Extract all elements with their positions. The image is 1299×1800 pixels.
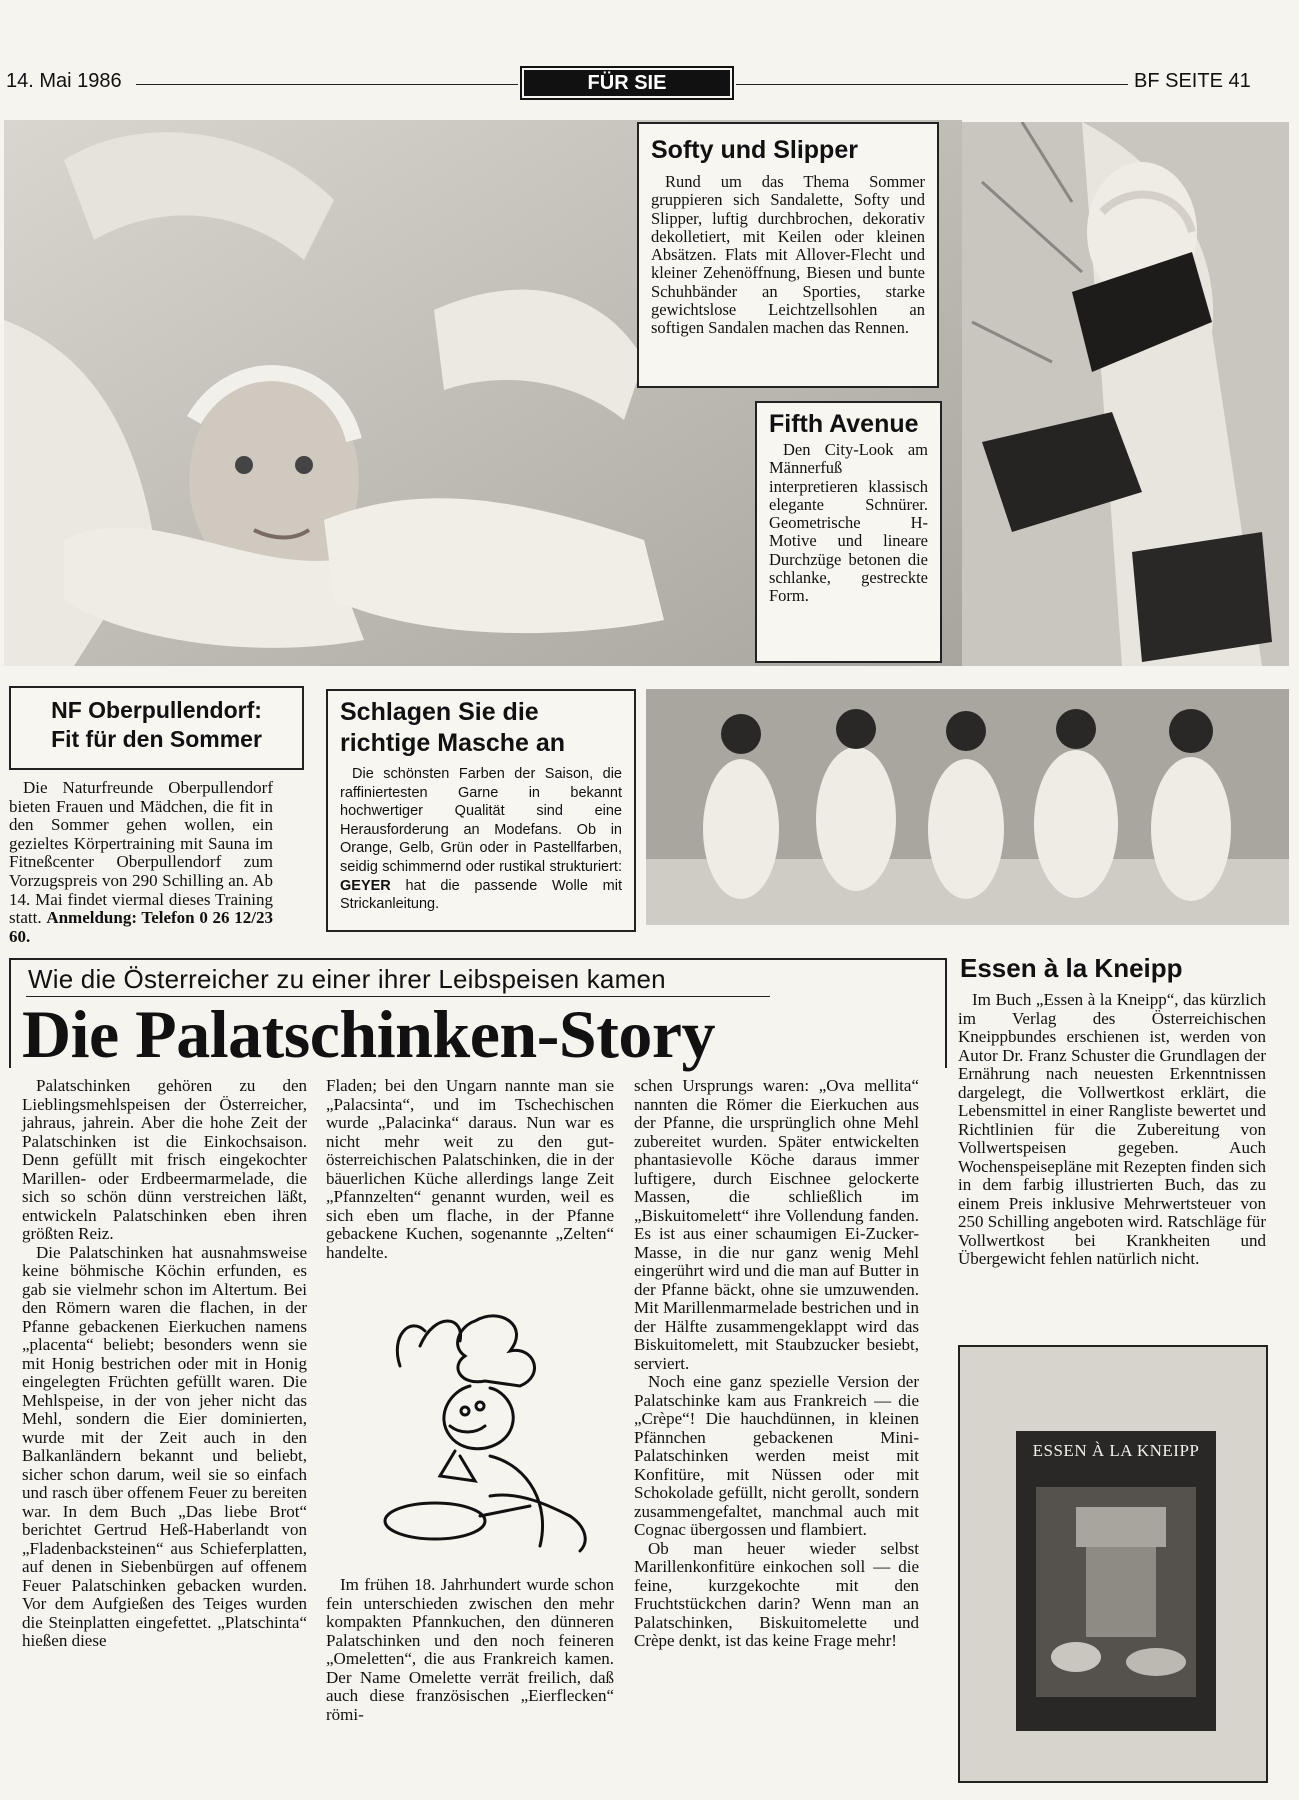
softy-text: Rund um das Thema Sommer gruppieren sich Sandalette, Softy und Slipper, luftig durchbrochen, dekorativ dekolletiert, mit Keilen oder kleinen Absätzen. Flats mit Allover-Flecht und kleiner Zehenöffnung, Biesen und bunte Schuhbänder an Sporties, starke gewichtslose Leichtzellsohlen an softigen Sandalen machen das Rennen. [651, 172, 925, 338]
photo-loafers-model [962, 122, 1289, 666]
book-cover [1016, 1431, 1216, 1731]
fifth-avenue-text: Den City-Look am Männerfuß interpretieren klassisch elegante Schnürer. Geometrische H-Motive und lineare Durchzüge betonen die schlanke, gestreckte Form. [769, 440, 928, 606]
photo-book-cover [958, 1345, 1268, 1783]
masche-brand: GEYER [340, 877, 391, 894]
nf-title-line2: Fit für den Sommer [51, 726, 262, 752]
story-col1-p1: Palatschinken gehören zu den Lieblingsmehlspeisen der Österreicher, jahraus, jahrein. Aber die hohe Zeit der Palatschinken ist die Einkochsaison. Denn gefüllt mit frisch eingekochter Marillen- oder Erdbeermarmelade, die sich so schön dünn verstreichen läßt, entwickeln Palatschinken eben ihren größten Reiz. [22, 1076, 307, 1243]
section-label [520, 66, 734, 100]
nf-text [9, 779, 273, 946]
photo-knitwear-group [646, 689, 1289, 925]
masche-text-end: hat die passende Wolle mit Strickanleitung. [340, 877, 622, 913]
section-label-inner: FÜR SIE [524, 70, 730, 96]
story-headline: Die Palatschinken-Story [22, 996, 716, 1072]
header-rule-left [136, 84, 518, 85]
kneipp-text [958, 991, 1266, 1269]
masche-box [326, 689, 636, 932]
kneipp-body: Im Buch „Essen à la Kneipp“, das kürzlich im Verlag des Österreichischen Kneippbundes erschienen ist, werden von Autor Dr. Franz Schuster die Grundlagen der Ernährung nach neuesten Erkenntnissen dargelegt, die Vollwertkost erklärt, die Lebensmittel in einer Rangliste bewertet und Richtlinien für die Zubereitung von Vollwertspeisen gegeben. Auch Wochenspeisepläne mit Rezepten finden sich in dem farbig illustrierten Buch, das zu einem Preis inklusive Mehrwertsteuer von 250 Schilling angeboten wird. Ratschläge für Vollwertkost bei Krankheiten und Übergewicht fehlen natürlich nicht. [958, 990, 1266, 1268]
nf-registration: Anmeldung: Telefon 0 26 12/23 60. [9, 908, 273, 946]
story-col3-p1: schen Ursprungs waren: „Ova mellita“ nannten die Römer die Eierkuchen aus der Pfanne, die ursprünglich ohne Mehl zubereitet wurden. Später entwickelten phantasievolle Köche daraus immer luftigere, durch Eischnee gelockerte Massen, die schließlich im „Biskuitomelett“ ihre Vollendung fanden. Es ist aus einer schaumigen Ei-Zucker-Masse, in die nur ganz wenig Mehl eingerührt wird und die man auf Butter in der Pfanne bäckt, ohne sie umzuwenden. Mit Marillenmarmelade bestrichen und in der Hälfte zusammengeklappt wird das Biskuitomelett, mit Staubzucker besiebt, serviert. [634, 1076, 919, 1373]
story-col3-p3: Ob man heuer wieder selbst Marillenkonfitüre einkochen soll — die feine, kurzgekochte mit den Fruchtstückchen darin? Wenn man an Palatschinken, Biskuitomelette und Crèpe denkt, ist das keine Frage mehr! [634, 1538, 919, 1650]
story-kicker: Wie die Österreicher zu einer ihrer Leibspeisen kamen [28, 964, 666, 994]
nf-title-box [9, 686, 304, 770]
photo-knitwear-illustration [646, 689, 1289, 925]
chef-cartoon-drawing [380, 1306, 610, 1556]
photo-loafers-illustration [962, 122, 1289, 666]
story-column-2 [326, 1077, 614, 1262]
story-col1-p2: Die Palatschinken hat ausnahmsweise keine böhmische Köchin erfunden, es gab sie vielmehr schon im Altertum. Bei den Römern waren die flachen, in der Pfanne gebackenen Eierkuchen namens „placenta“ beliebt; besonders wenn sie mit Honig bestrichen oder mit in Honig eingelegten Früchten gefüllt waren. Die Mehlspeise, in der von jeher nicht das Mehl, sondern die Eier dominierten, wurde mit der Zeit auch in den Balkanländern bekannt und beliebt, sicher schon darum, weil sie so einfach und rasch über offenem Feuer zu bereiten war. In dem Buch „Das liebe Brot“ berichtet Gertrud Heß-Haberlandt von „Fladenbacksteinen“ aus Schieferplatten, auf denen in Siebenbürgen auf offenem Feuer Palatschinken gebacken wurden. Vor dem Aufgießen des Teiges wurden die Steinplatten eingefettet. „Platschinta“ hießen diese [22, 1242, 307, 1650]
header-page: BF SEITE 41 [1134, 70, 1251, 92]
story-column-1 [22, 1077, 307, 1651]
story-col2-bottom: Im frühen 18. Jahrhundert wurde schon fein unterschieden zwischen den mehr kompakten Pfannkuchen, den dünneren Palatschinken und den noch feineren „Omeletten“, die aus Frankreich kamen. Der Name Omelette verrät freilich, daß auch diese französischen „Eierflecken“ römi- [326, 1575, 614, 1724]
book-cover-artwork [1016, 1467, 1216, 1727]
book-cover-title: ESSEN À LA KNEIPP [1032, 1441, 1200, 1460]
header-date: 14. Mai 1986 [6, 70, 122, 92]
story-column-2-bottom [326, 1576, 614, 1724]
header-rule-right [736, 84, 1128, 85]
nf-body: Die Naturfreunde Oberpullendorf bieten Frauen und Mädchen, die fit in den Sommer gehen wollen, ein gezieltes Körpertraining mit Sauna im Fitneßcenter Oberpullendorf zum Vorzugspreis von 290 Schilling an. Ab 14. Mai findet viermal dieses Training statt. [9, 778, 273, 928]
masche-text: Die schönsten Farben der Saison, die raffiniertesten Garne in bekannt hochwertiger Qualität sind eine Herausforderung an Modefans. Ob in Orange, Gelb, Grün oder in Pastellfarben, seidig schimmernd oder rustikal strukturiert: [340, 766, 622, 875]
chef-cartoon [380, 1306, 610, 1556]
kneipp-title: Essen à la Kneipp [960, 953, 1183, 983]
masche-title: Schlagen Sie die richtige Masche an [340, 698, 566, 757]
nf-title-line1: NF Oberpullendorf: [51, 697, 262, 723]
fifth-avenue-title: Fifth Avenue [769, 410, 919, 438]
story-col2-top: Fladen; bei den Ungarn nannte man sie „Palacsinta“, und im Tschechischen wurde „Palacinka“ daraus. Nun war es nicht mehr weit zu den gut-österreichischen Palatschinken, die in der bäuerlichen Küche allerdings lange Zeit „Pfannzelten“ genannt wurden, weil es sich eben um flache, in der Pfanne gebackene Kuchen, sogenannte „Zelten“ handelte. [326, 1076, 614, 1262]
softy-title: Softy und Slipper [651, 136, 858, 164]
fifth-avenue-box [755, 401, 942, 663]
story-column-3 [634, 1077, 919, 1651]
softy-box [637, 122, 939, 388]
story-col3-p2: Noch eine ganz spezielle Version der Palatschinke kam aus Frankreich — die „Crèpe“! Die hauchdünnen, in kleinen Pfännchen gebackenen Mini-Palatschinken werden meist mit Konfitüre, mit Nüssen oder mit Schokolade gefüllt, nicht gerollt, sondern zusammengefaltet, manchmal auch mit Cognac übergossen und flambiert. [634, 1372, 919, 1539]
